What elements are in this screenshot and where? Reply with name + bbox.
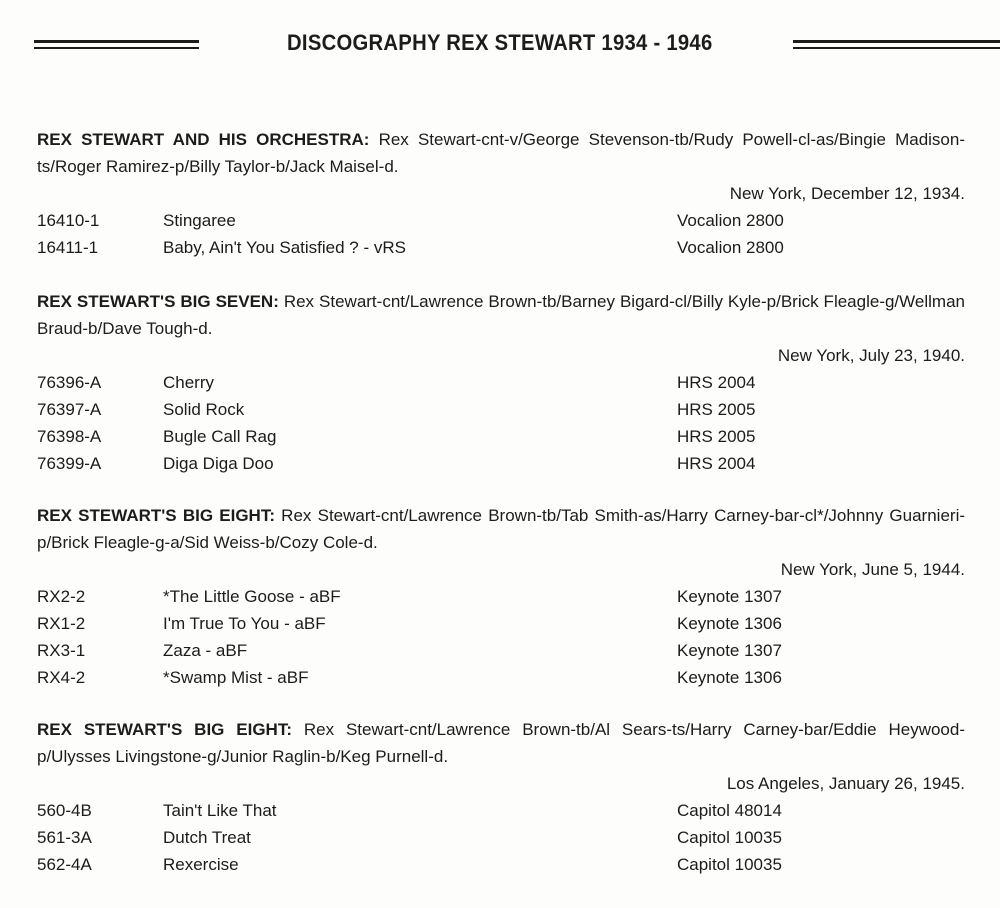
matrix-number: RX1-2 xyxy=(37,614,86,633)
track-row xyxy=(37,824,965,851)
track-row xyxy=(37,797,965,824)
matrix-number: 16411-1 xyxy=(37,238,99,257)
track-title: Dutch Treat xyxy=(163,828,251,847)
matrix-number: 560-4B xyxy=(37,801,92,820)
track-row xyxy=(37,396,965,423)
matrix-number: RX3-1 xyxy=(37,641,86,660)
track-title: Baby, Ain't You Satisfied ? - vRS xyxy=(163,238,406,257)
record-label: Keynote 1307 xyxy=(677,641,782,660)
record-label: HRS 2004 xyxy=(677,373,756,392)
record-label: HRS 2004 xyxy=(677,454,756,473)
record-label: Vocalion 2800 xyxy=(677,211,784,230)
track-title: Solid Rock xyxy=(163,400,245,419)
personnel-list: Rex Stewart-cnt/Lawrence Brown-tb/Tab Smith-as/Harry Carney-bar-cl*/Johnny Guarnieri-p/Brick Fleagle-g-a/Sid Weiss-b/Cozy Cole-d. xyxy=(37,506,966,552)
record-label: HRS 2005 xyxy=(677,427,756,446)
track-title: Tain't Like That xyxy=(163,801,277,820)
matrix-number: 76398-A xyxy=(37,427,102,446)
track-title: Zaza - aBF xyxy=(163,641,248,660)
session-personnel xyxy=(37,716,965,770)
track-title: Stingaree xyxy=(163,211,236,230)
track-title: Bugle Call Rag xyxy=(163,427,277,446)
track-row xyxy=(37,423,965,450)
track-row xyxy=(37,664,965,691)
track-row xyxy=(37,369,965,396)
track-row xyxy=(37,610,965,637)
page-header xyxy=(0,0,1000,90)
personnel-list: Rex Stewart-cnt-v/George Stevenson-tb/Rudy Powell-cl-as/Bingie Madison-ts/Roger Ramirez-p/Billy Taylor-b/Jack Maisel-d. xyxy=(37,130,965,176)
page-title: DISCOGRAPHY REX STEWART 1934 - 1946 xyxy=(287,30,713,55)
track-row xyxy=(37,851,965,878)
track-title: Diga Diga Doo xyxy=(163,454,274,473)
matrix-number: 76399-A xyxy=(37,454,102,473)
recording-place-date: New York, July 23, 1940. xyxy=(777,346,965,365)
session-personnel xyxy=(37,502,965,556)
record-label: Keynote 1306 xyxy=(677,668,782,687)
matrix-number: 76396-A xyxy=(37,373,102,392)
recording-place-date: New York, December 12, 1934. xyxy=(729,184,965,203)
track-title: Rexercise xyxy=(163,855,239,874)
band-name: REX STEWART'S BIG EIGHT: xyxy=(37,720,292,739)
record-label: Capitol 10035 xyxy=(677,828,782,847)
matrix-number: RX2-2 xyxy=(37,587,86,606)
track-title: Cherry xyxy=(163,373,215,392)
session-1 xyxy=(37,126,965,261)
record-label: Capitol 48014 xyxy=(677,801,782,820)
personnel-list: Rex Stewart-cnt/Lawrence Brown-tb/Barney Bigard-cl/Billy Kyle-p/Brick Fleagle-g/Wellman Braud-b/Dave Tough-d. xyxy=(37,292,965,338)
track-title: *Swamp Mist - aBF xyxy=(163,668,309,687)
recording-place-date: New York, June 5, 1944. xyxy=(780,560,965,579)
record-label: Capitol 10035 xyxy=(677,855,782,874)
record-label: Keynote 1306 xyxy=(677,614,782,633)
track-title: I'm True To You - aBF xyxy=(163,614,326,633)
matrix-number: 562-4A xyxy=(37,855,92,874)
session-personnel xyxy=(37,288,965,342)
session-personnel xyxy=(37,126,965,180)
track-row xyxy=(37,450,965,477)
session-4 xyxy=(37,716,965,878)
matrix-number: 16410-1 xyxy=(37,211,100,230)
track-row xyxy=(37,207,965,234)
track-row xyxy=(37,234,965,261)
matrix-number: 76397-A xyxy=(37,400,102,419)
session-2 xyxy=(37,288,965,477)
record-label: HRS 2005 xyxy=(677,400,756,419)
record-label: Vocalion 2800 xyxy=(677,238,784,257)
track-row xyxy=(37,637,965,664)
personnel-list: Rex Stewart-cnt/Lawrence Brown-tb/Al Sears-ts/Harry Carney-bar/Eddie Heywood-p/Ulysses Livingstone-g/Junior Raglin-b/Keg Purnell-d. xyxy=(37,720,965,766)
recording-place-date: Los Angeles, January 26, 1945. xyxy=(726,774,965,793)
matrix-number: RX4-2 xyxy=(37,668,86,687)
band-name: REX STEWART'S BIG SEVEN: xyxy=(37,292,279,311)
matrix-number: 561-3A xyxy=(37,828,92,847)
right-double-rule xyxy=(793,40,1000,50)
band-name: REX STEWART AND HIS ORCHESTRA: xyxy=(37,130,370,149)
session-3 xyxy=(37,502,965,691)
band-name: REX STEWART'S BIG EIGHT: xyxy=(37,506,275,525)
record-label: Keynote 1307 xyxy=(677,587,782,606)
track-row xyxy=(37,583,965,610)
track-title: *The Little Goose - aBF xyxy=(163,587,341,606)
